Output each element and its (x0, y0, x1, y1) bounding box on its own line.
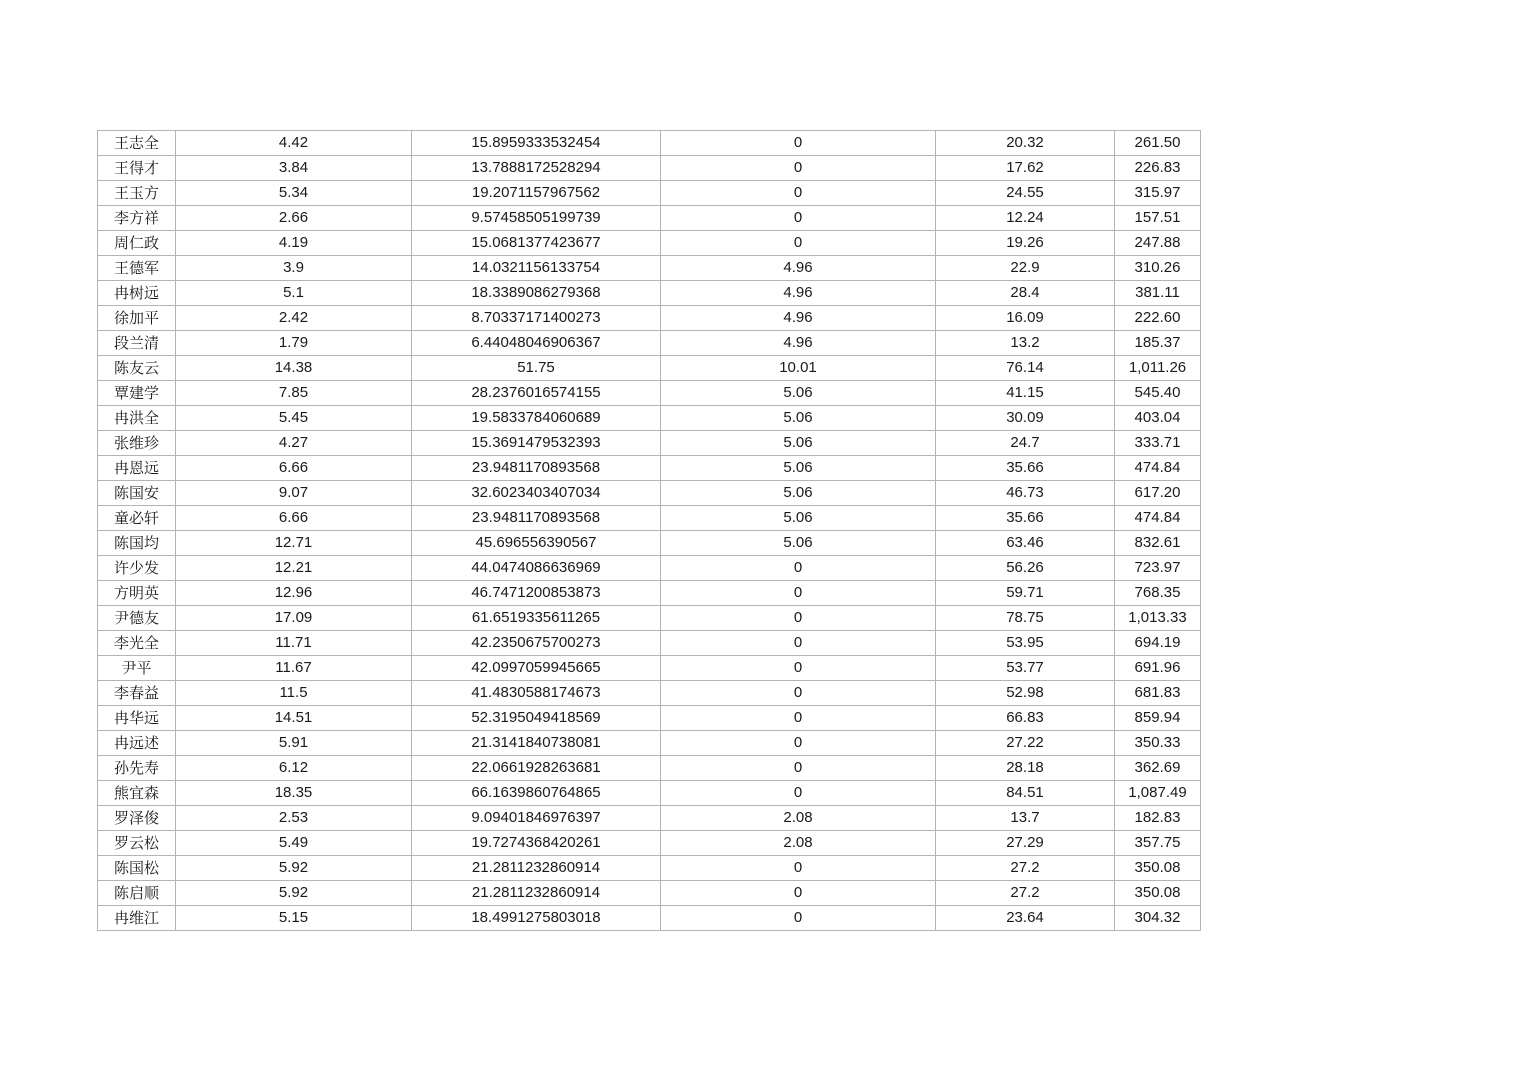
col6-cell: 381.11 (1115, 281, 1201, 306)
name-cell: 陈国均 (98, 531, 176, 556)
col5-cell: 23.64 (936, 906, 1115, 931)
table-row (98, 281, 1201, 306)
col2-cell: 14.51 (176, 706, 412, 731)
col3-cell: 21.2811232860914 (412, 881, 661, 906)
table-row (98, 806, 1201, 831)
col6-cell: 157.51 (1115, 206, 1201, 231)
name-cell: 陈国安 (98, 481, 176, 506)
col5-cell: 27.2 (936, 856, 1115, 881)
col4-cell: 4.96 (661, 331, 936, 356)
col2-cell: 18.35 (176, 781, 412, 806)
table-row (98, 581, 1201, 606)
col6-cell: 226.83 (1115, 156, 1201, 181)
col5-cell: 17.62 (936, 156, 1115, 181)
col5-cell: 16.09 (936, 306, 1115, 331)
table-row (98, 406, 1201, 431)
col4-cell: 0 (661, 881, 936, 906)
table-row (98, 431, 1201, 456)
col4-cell: 0 (661, 656, 936, 681)
col2-cell: 4.27 (176, 431, 412, 456)
col2-cell: 3.9 (176, 256, 412, 281)
col3-cell: 44.0474086636969 (412, 556, 661, 581)
col6-cell: 222.60 (1115, 306, 1201, 331)
col4-cell: 5.06 (661, 506, 936, 531)
col2-cell: 2.53 (176, 806, 412, 831)
col3-cell: 23.9481170893568 (412, 506, 661, 531)
col3-cell: 15.8959333532454 (412, 131, 661, 156)
col6-cell: 691.96 (1115, 656, 1201, 681)
col4-cell: 5.06 (661, 406, 936, 431)
col5-cell: 53.77 (936, 656, 1115, 681)
name-cell: 李光全 (98, 631, 176, 656)
col2-cell: 5.92 (176, 856, 412, 881)
col5-cell: 19.26 (936, 231, 1115, 256)
table-row (98, 131, 1201, 156)
col4-cell: 0 (661, 731, 936, 756)
col5-cell: 35.66 (936, 456, 1115, 481)
col4-cell: 0 (661, 631, 936, 656)
col4-cell: 5.06 (661, 481, 936, 506)
col4-cell: 0 (661, 231, 936, 256)
col2-cell: 5.45 (176, 406, 412, 431)
name-cell: 段兰清 (98, 331, 176, 356)
col4-cell: 0 (661, 581, 936, 606)
col6-cell: 350.08 (1115, 881, 1201, 906)
col3-cell: 42.2350675700273 (412, 631, 661, 656)
col3-cell: 15.3691479532393 (412, 431, 661, 456)
col3-cell: 52.3195049418569 (412, 706, 661, 731)
table-row (98, 856, 1201, 881)
col3-cell: 14.0321156133754 (412, 256, 661, 281)
col6-cell: 350.33 (1115, 731, 1201, 756)
col6-cell: 617.20 (1115, 481, 1201, 506)
col5-cell: 30.09 (936, 406, 1115, 431)
name-cell: 周仁政 (98, 231, 176, 256)
table-row (98, 156, 1201, 181)
col6-cell: 681.83 (1115, 681, 1201, 706)
col3-cell: 19.7274368420261 (412, 831, 661, 856)
col5-cell: 41.15 (936, 381, 1115, 406)
name-cell: 陈友云 (98, 356, 176, 381)
name-cell: 冉维江 (98, 906, 176, 931)
col2-cell: 12.71 (176, 531, 412, 556)
col4-cell: 5.06 (661, 431, 936, 456)
col2-cell: 6.66 (176, 506, 412, 531)
table-row (98, 706, 1201, 731)
col3-cell: 46.7471200853873 (412, 581, 661, 606)
col3-cell: 8.70337171400273 (412, 306, 661, 331)
name-cell: 王玉方 (98, 181, 176, 206)
col5-cell: 22.9 (936, 256, 1115, 281)
col4-cell: 0 (661, 681, 936, 706)
col3-cell: 22.0661928263681 (412, 756, 661, 781)
col4-cell: 0 (661, 606, 936, 631)
col4-cell: 0 (661, 556, 936, 581)
table-row (98, 381, 1201, 406)
col2-cell: 1.79 (176, 331, 412, 356)
table-row (98, 881, 1201, 906)
table-row (98, 756, 1201, 781)
name-cell: 罗云松 (98, 831, 176, 856)
table-row (98, 331, 1201, 356)
col5-cell: 46.73 (936, 481, 1115, 506)
col5-cell: 20.32 (936, 131, 1115, 156)
col6-cell: 474.84 (1115, 506, 1201, 531)
col3-cell: 32.6023403407034 (412, 481, 661, 506)
col3-cell: 19.2071157967562 (412, 181, 661, 206)
col6-cell: 304.32 (1115, 906, 1201, 931)
col4-cell: 0 (661, 156, 936, 181)
table-row (98, 556, 1201, 581)
name-cell: 童必轩 (98, 506, 176, 531)
col4-cell: 5.06 (661, 531, 936, 556)
col3-cell: 19.5833784060689 (412, 406, 661, 431)
table-row (98, 631, 1201, 656)
col2-cell: 4.19 (176, 231, 412, 256)
table-row (98, 606, 1201, 631)
col2-cell: 12.21 (176, 556, 412, 581)
col6-cell: 362.69 (1115, 756, 1201, 781)
col2-cell: 5.49 (176, 831, 412, 856)
col4-cell: 0 (661, 206, 936, 231)
col5-cell: 13.2 (936, 331, 1115, 356)
col2-cell: 5.34 (176, 181, 412, 206)
col5-cell: 24.7 (936, 431, 1115, 456)
name-cell: 冉树远 (98, 281, 176, 306)
name-cell: 李方祥 (98, 206, 176, 231)
col4-cell: 5.06 (661, 381, 936, 406)
col6-cell: 1,013.33 (1115, 606, 1201, 631)
col5-cell: 27.22 (936, 731, 1115, 756)
col5-cell: 56.26 (936, 556, 1115, 581)
col5-cell: 27.29 (936, 831, 1115, 856)
col5-cell: 28.18 (936, 756, 1115, 781)
table-row (98, 681, 1201, 706)
col4-cell: 0 (661, 906, 936, 931)
col2-cell: 11.67 (176, 656, 412, 681)
name-cell: 张维珍 (98, 431, 176, 456)
col3-cell: 51.75 (412, 356, 661, 381)
col2-cell: 9.07 (176, 481, 412, 506)
name-cell: 尹德友 (98, 606, 176, 631)
col3-cell: 23.9481170893568 (412, 456, 661, 481)
col2-cell: 5.1 (176, 281, 412, 306)
name-cell: 方明英 (98, 581, 176, 606)
name-cell: 陈启顺 (98, 881, 176, 906)
col4-cell: 0 (661, 181, 936, 206)
col2-cell: 2.66 (176, 206, 412, 231)
col6-cell: 1,011.26 (1115, 356, 1201, 381)
name-cell: 王德军 (98, 256, 176, 281)
col2-cell: 2.42 (176, 306, 412, 331)
col6-cell: 261.50 (1115, 131, 1201, 156)
col3-cell: 6.44048046906367 (412, 331, 661, 356)
col6-cell: 357.75 (1115, 831, 1201, 856)
name-cell: 冉华远 (98, 706, 176, 731)
table-row (98, 906, 1201, 931)
col3-cell: 21.2811232860914 (412, 856, 661, 881)
col2-cell: 12.96 (176, 581, 412, 606)
col5-cell: 59.71 (936, 581, 1115, 606)
col2-cell: 6.12 (176, 756, 412, 781)
table-row (98, 831, 1201, 856)
name-cell: 冉洪全 (98, 406, 176, 431)
col5-cell: 28.4 (936, 281, 1115, 306)
data-table (97, 130, 1201, 931)
table-row (98, 206, 1201, 231)
col6-cell: 310.26 (1115, 256, 1201, 281)
name-cell: 冉远述 (98, 731, 176, 756)
col6-cell: 474.84 (1115, 456, 1201, 481)
col5-cell: 84.51 (936, 781, 1115, 806)
table-row (98, 231, 1201, 256)
col3-cell: 61.6519335611265 (412, 606, 661, 631)
col3-cell: 21.3141840738081 (412, 731, 661, 756)
col4-cell: 0 (661, 131, 936, 156)
col5-cell: 13.7 (936, 806, 1115, 831)
name-cell: 尹平 (98, 656, 176, 681)
col6-cell: 1,087.49 (1115, 781, 1201, 806)
col2-cell: 7.85 (176, 381, 412, 406)
col4-cell: 0 (661, 756, 936, 781)
table-row (98, 306, 1201, 331)
col4-cell: 10.01 (661, 356, 936, 381)
name-cell: 徐加平 (98, 306, 176, 331)
col3-cell: 45.696556390567 (412, 531, 661, 556)
col2-cell: 5.15 (176, 906, 412, 931)
col5-cell: 66.83 (936, 706, 1115, 731)
col2-cell: 17.09 (176, 606, 412, 631)
col3-cell: 15.0681377423677 (412, 231, 661, 256)
table-row (98, 481, 1201, 506)
col3-cell: 13.7888172528294 (412, 156, 661, 181)
table-row (98, 531, 1201, 556)
col6-cell: 247.88 (1115, 231, 1201, 256)
name-cell: 冉恩远 (98, 456, 176, 481)
name-cell: 许少发 (98, 556, 176, 581)
table-row (98, 731, 1201, 756)
col3-cell: 28.2376016574155 (412, 381, 661, 406)
table-row (98, 181, 1201, 206)
table-row (98, 456, 1201, 481)
name-cell: 熊宜森 (98, 781, 176, 806)
name-cell: 覃建学 (98, 381, 176, 406)
col6-cell: 545.40 (1115, 381, 1201, 406)
col3-cell: 9.09401846976397 (412, 806, 661, 831)
col2-cell: 3.84 (176, 156, 412, 181)
col3-cell: 9.57458505199739 (412, 206, 661, 231)
name-cell: 王志全 (98, 131, 176, 156)
col6-cell: 403.04 (1115, 406, 1201, 431)
col4-cell: 4.96 (661, 281, 936, 306)
col5-cell: 53.95 (936, 631, 1115, 656)
col6-cell: 182.83 (1115, 806, 1201, 831)
col4-cell: 4.96 (661, 256, 936, 281)
col4-cell: 4.96 (661, 306, 936, 331)
col6-cell: 768.35 (1115, 581, 1201, 606)
col6-cell: 694.19 (1115, 631, 1201, 656)
col4-cell: 2.08 (661, 831, 936, 856)
col4-cell: 0 (661, 706, 936, 731)
col6-cell: 333.71 (1115, 431, 1201, 456)
col6-cell: 185.37 (1115, 331, 1201, 356)
col4-cell: 0 (661, 856, 936, 881)
col3-cell: 18.3389086279368 (412, 281, 661, 306)
col5-cell: 35.66 (936, 506, 1115, 531)
col6-cell: 832.61 (1115, 531, 1201, 556)
col6-cell: 723.97 (1115, 556, 1201, 581)
table-body (98, 131, 1201, 931)
col6-cell: 859.94 (1115, 706, 1201, 731)
col2-cell: 4.42 (176, 131, 412, 156)
col2-cell: 11.71 (176, 631, 412, 656)
table-row (98, 781, 1201, 806)
col3-cell: 42.0997059945665 (412, 656, 661, 681)
table-row (98, 356, 1201, 381)
col4-cell: 0 (661, 781, 936, 806)
name-cell: 陈国松 (98, 856, 176, 881)
name-cell: 李春益 (98, 681, 176, 706)
col3-cell: 66.1639860764865 (412, 781, 661, 806)
col2-cell: 5.91 (176, 731, 412, 756)
col2-cell: 5.92 (176, 881, 412, 906)
col5-cell: 78.75 (936, 606, 1115, 631)
name-cell: 王得才 (98, 156, 176, 181)
col6-cell: 350.08 (1115, 856, 1201, 881)
col2-cell: 6.66 (176, 456, 412, 481)
col3-cell: 18.4991275803018 (412, 906, 661, 931)
table-row (98, 506, 1201, 531)
col5-cell: 52.98 (936, 681, 1115, 706)
col5-cell: 27.2 (936, 881, 1115, 906)
col2-cell: 14.38 (176, 356, 412, 381)
col5-cell: 24.55 (936, 181, 1115, 206)
col4-cell: 5.06 (661, 456, 936, 481)
table-row (98, 656, 1201, 681)
col3-cell: 41.4830588174673 (412, 681, 661, 706)
name-cell: 罗泽俊 (98, 806, 176, 831)
col5-cell: 76.14 (936, 356, 1115, 381)
name-cell: 孙先寿 (98, 756, 176, 781)
col2-cell: 11.5 (176, 681, 412, 706)
col6-cell: 315.97 (1115, 181, 1201, 206)
col4-cell: 2.08 (661, 806, 936, 831)
col5-cell: 63.46 (936, 531, 1115, 556)
table-row (98, 256, 1201, 281)
col5-cell: 12.24 (936, 206, 1115, 231)
